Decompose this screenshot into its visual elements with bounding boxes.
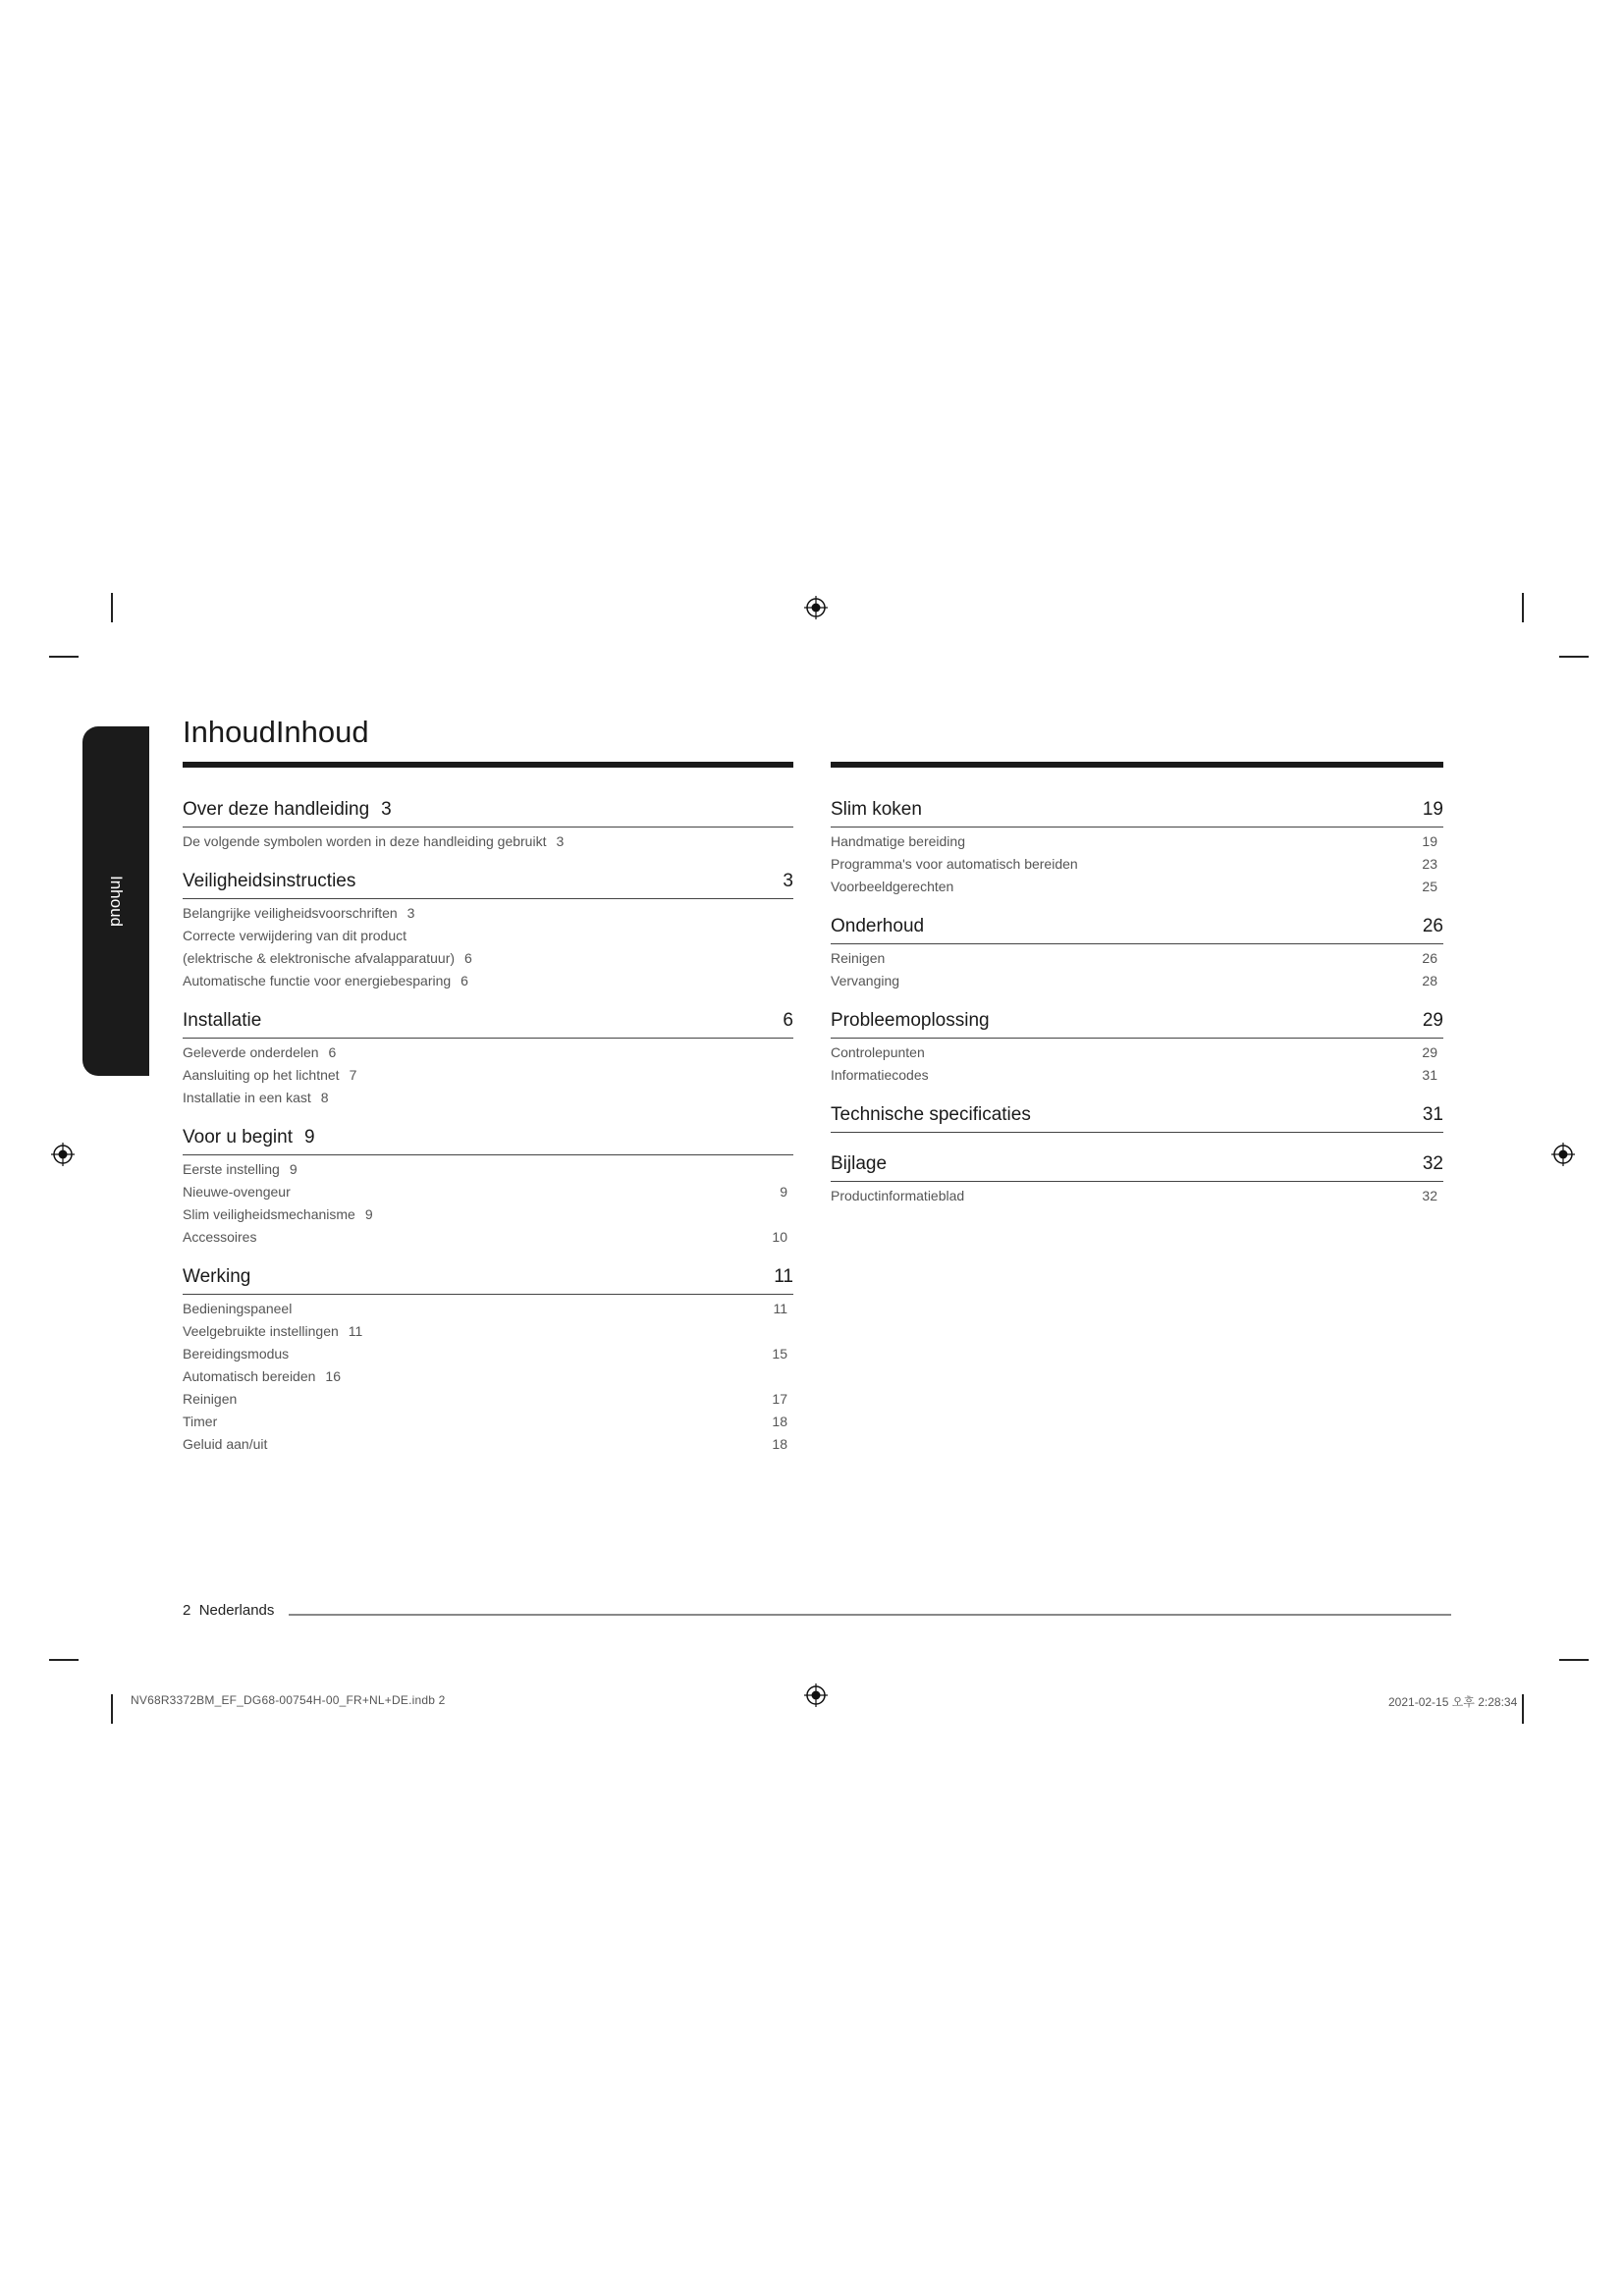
toc-section (183, 1262, 793, 1456)
toc-entry-page: 6 (328, 1044, 337, 1060)
toc-entry[interactable] (183, 947, 793, 970)
toc-section (831, 1149, 1443, 1207)
toc-entry[interactable] (831, 876, 1443, 898)
toc-entry-text: Aansluiting op het lichtnet (183, 1067, 340, 1083)
toc-entry-text: Belangrijke veiligheidsvoorschriften (183, 905, 398, 921)
toc-entry[interactable] (183, 1087, 793, 1109)
toc-entry[interactable] (183, 1064, 793, 1087)
crop-mark (1522, 1694, 1524, 1724)
toc-entry[interactable] (183, 1158, 793, 1181)
toc-heading-page: 3 (783, 871, 793, 891)
toc-section (183, 1123, 793, 1249)
toc-entry-page: 9 (364, 1206, 373, 1222)
toc-entry[interactable] (183, 1365, 793, 1388)
toc-entry[interactable] (183, 925, 793, 947)
toc-entry-page: 10 (772, 1229, 787, 1245)
toc-entry[interactable] (183, 1388, 793, 1411)
toc-section (183, 867, 793, 992)
toc-entry[interactable] (831, 1185, 1443, 1207)
toc-section (831, 795, 1443, 898)
toc-entry[interactable] (183, 1433, 793, 1456)
title-rule-left (183, 762, 793, 768)
toc-entry[interactable] (831, 1064, 1443, 1087)
toc-entry[interactable] (831, 1041, 1443, 1064)
toc-section (831, 1006, 1443, 1087)
toc-section-heading[interactable] (831, 912, 1443, 944)
toc-entry-text: Veelgebruikte instellingen (183, 1323, 339, 1339)
toc-heading-page: 19 (1422, 799, 1443, 820)
toc-entry-page: 28 (1422, 973, 1437, 988)
toc-entry-text: Nieuwe-ovengeur (183, 1184, 291, 1200)
crop-mark (49, 656, 79, 658)
toc-section-heading[interactable] (183, 1262, 793, 1295)
toc-heading-text: Veiligheidsinstructies (183, 871, 356, 891)
toc-entry-page: 6 (460, 973, 468, 988)
toc-entry-text: Automatische functie voor energiebesparing (183, 973, 452, 988)
toc-section (183, 795, 793, 853)
crop-mark (1522, 593, 1524, 622)
toc-entry-page: 11 (773, 1301, 787, 1316)
page-number: 2 (183, 1602, 191, 1619)
toc-entry-page: 23 (1422, 856, 1437, 872)
crop-mark (49, 1659, 79, 1661)
print-slug-file: NV68R3372BM_EF_DG68-00754H-00_FR+NL+DE.indb 2 (131, 1693, 446, 1707)
toc-entry-text: Eerste instelling (183, 1161, 280, 1177)
toc-entry[interactable] (183, 830, 793, 853)
toc-entry[interactable] (183, 1181, 793, 1203)
toc-entry[interactable] (183, 1203, 793, 1226)
toc-section-heading[interactable] (183, 1123, 793, 1155)
toc-right-column (831, 795, 1443, 1207)
toc-heading-text: Probleemoplossing (831, 1010, 990, 1031)
toc-entry-text: Handmatige bereiding (831, 833, 965, 849)
page-footer (183, 1602, 274, 1619)
toc-heading-text: Over deze handleiding (183, 799, 370, 820)
toc-section-heading[interactable] (831, 795, 1443, 828)
page-title: InhoudInhoud (183, 715, 369, 749)
toc-left-column (183, 795, 793, 1456)
toc-heading-page: 26 (1422, 916, 1443, 936)
toc-entry[interactable] (183, 902, 793, 925)
toc-entry[interactable] (183, 970, 793, 992)
toc-entry-text: Vervanging (831, 973, 900, 988)
toc-entry-page: 18 (772, 1436, 787, 1452)
toc-entry-text: Geluid aan/uit (183, 1436, 268, 1452)
toc-entry[interactable] (183, 1298, 793, 1320)
toc-heading-text: Technische specificaties (831, 1104, 1031, 1125)
toc-entry-page: 16 (325, 1368, 341, 1384)
toc-entry-text: De volgende symbolen worden in deze handleiding gebruikt (183, 833, 547, 849)
toc-entry-page: 6 (464, 950, 472, 966)
toc-entry-text: Bereidingsmodus (183, 1346, 290, 1362)
toc-heading-text: Werking (183, 1266, 251, 1287)
toc-heading-text: Slim koken (831, 799, 922, 820)
toc-entry[interactable] (183, 1226, 793, 1249)
toc-entry-text: Geleverde onderdelen (183, 1044, 319, 1060)
toc-entry-page: 9 (289, 1161, 298, 1177)
toc-entry-text: Productinformatieblad (831, 1188, 965, 1203)
toc-section-heading[interactable] (831, 1006, 1443, 1039)
toc-entry-text: Reinigen (831, 950, 886, 966)
toc-entry-page: 17 (772, 1391, 787, 1407)
toc-section-heading[interactable] (831, 1149, 1443, 1182)
side-tab (82, 726, 149, 1076)
toc-entry-page: 3 (556, 833, 565, 849)
toc-entry-page: 7 (349, 1067, 357, 1083)
toc-section-heading[interactable] (831, 1100, 1443, 1133)
toc-entry[interactable] (831, 853, 1443, 876)
toc-entry-text: Voorbeeldgerechten (831, 879, 954, 894)
toc-heading-text: Onderhoud (831, 916, 925, 936)
print-slug-date: 2021-02-15 오후 2:28:34 (1388, 1695, 1518, 1709)
toc-entry-text: Slim veiligheidsmechanisme (183, 1206, 355, 1222)
toc-entry-page: 25 (1422, 879, 1437, 894)
toc-entry[interactable] (183, 1320, 793, 1343)
toc-entry-page: 26 (1422, 950, 1437, 966)
crop-mark (1559, 656, 1589, 658)
crop-mark (111, 593, 113, 622)
toc-entry[interactable] (831, 970, 1443, 992)
crop-mark (111, 1694, 113, 1724)
toc-entry[interactable] (183, 1411, 793, 1433)
toc-entry-page: 18 (772, 1414, 787, 1429)
toc-heading-page: 11 (774, 1266, 793, 1287)
registration-mark-icon (51, 1143, 75, 1166)
toc-entry-text: (elektrische & elektronische afvalapparatuur) (183, 950, 456, 966)
toc-heading-text: Voor u begint (183, 1127, 293, 1148)
toc-heading-page: 31 (1422, 1104, 1443, 1125)
toc-entry-text: Correcte verwijdering van dit product (183, 928, 406, 943)
toc-entry-text: Installatie in een kast (183, 1090, 311, 1105)
toc-entry-text: Programma's voor automatisch bereiden (831, 856, 1078, 872)
toc-entry-text: Bedieningspaneel (183, 1301, 293, 1316)
toc-entry-text: Accessoires (183, 1229, 257, 1245)
toc-entry-text: Controlepunten (831, 1044, 925, 1060)
toc-entry-page: 29 (1422, 1044, 1437, 1060)
toc-entry-text: Reinigen (183, 1391, 238, 1407)
toc-heading-page: 6 (783, 1010, 793, 1031)
toc-entry[interactable] (183, 1343, 793, 1365)
toc-entry[interactable] (183, 1041, 793, 1064)
registration-mark-icon (804, 596, 828, 619)
toc-entry-page: 32 (1422, 1188, 1437, 1203)
toc-heading-text: Installatie (183, 1010, 262, 1031)
toc-entry-page: 31 (1422, 1067, 1437, 1083)
toc-entry-page: 15 (772, 1346, 787, 1362)
toc-heading-page: 9 (303, 1127, 315, 1148)
toc-heading-page: 32 (1422, 1153, 1443, 1174)
toc-entry-page: 3 (406, 905, 415, 921)
toc-section-heading[interactable] (183, 867, 793, 899)
toc-section (183, 1006, 793, 1109)
registration-mark-icon (804, 1683, 828, 1707)
toc-heading-text: Bijlage (831, 1153, 888, 1174)
crop-mark (1559, 1659, 1589, 1661)
toc-entry-page: 11 (348, 1323, 363, 1339)
footer-language: Nederlands (198, 1602, 275, 1619)
toc-entry[interactable] (831, 947, 1443, 970)
toc-entry-text: Timer (183, 1414, 218, 1429)
toc-heading-page: 29 (1422, 1010, 1443, 1031)
title-rule-right (831, 762, 1443, 768)
toc-section (831, 912, 1443, 992)
toc-entry-text: Automatisch bereiden (183, 1368, 316, 1384)
toc-section-heading[interactable] (183, 795, 793, 828)
toc-section (831, 1100, 1443, 1136)
footer-rule (289, 1614, 1451, 1616)
side-tab-label: Inhoud (107, 876, 126, 927)
registration-mark-icon (1551, 1143, 1575, 1166)
toc-entry[interactable] (831, 830, 1443, 853)
toc-heading-page: 3 (381, 799, 392, 820)
toc-section-heading[interactable] (183, 1006, 793, 1039)
toc-entry-page: 8 (320, 1090, 329, 1105)
toc-entry-page: 19 (1422, 833, 1437, 849)
toc-entry-page: 9 (780, 1184, 787, 1200)
toc-entry-text: Informatiecodes (831, 1067, 929, 1083)
